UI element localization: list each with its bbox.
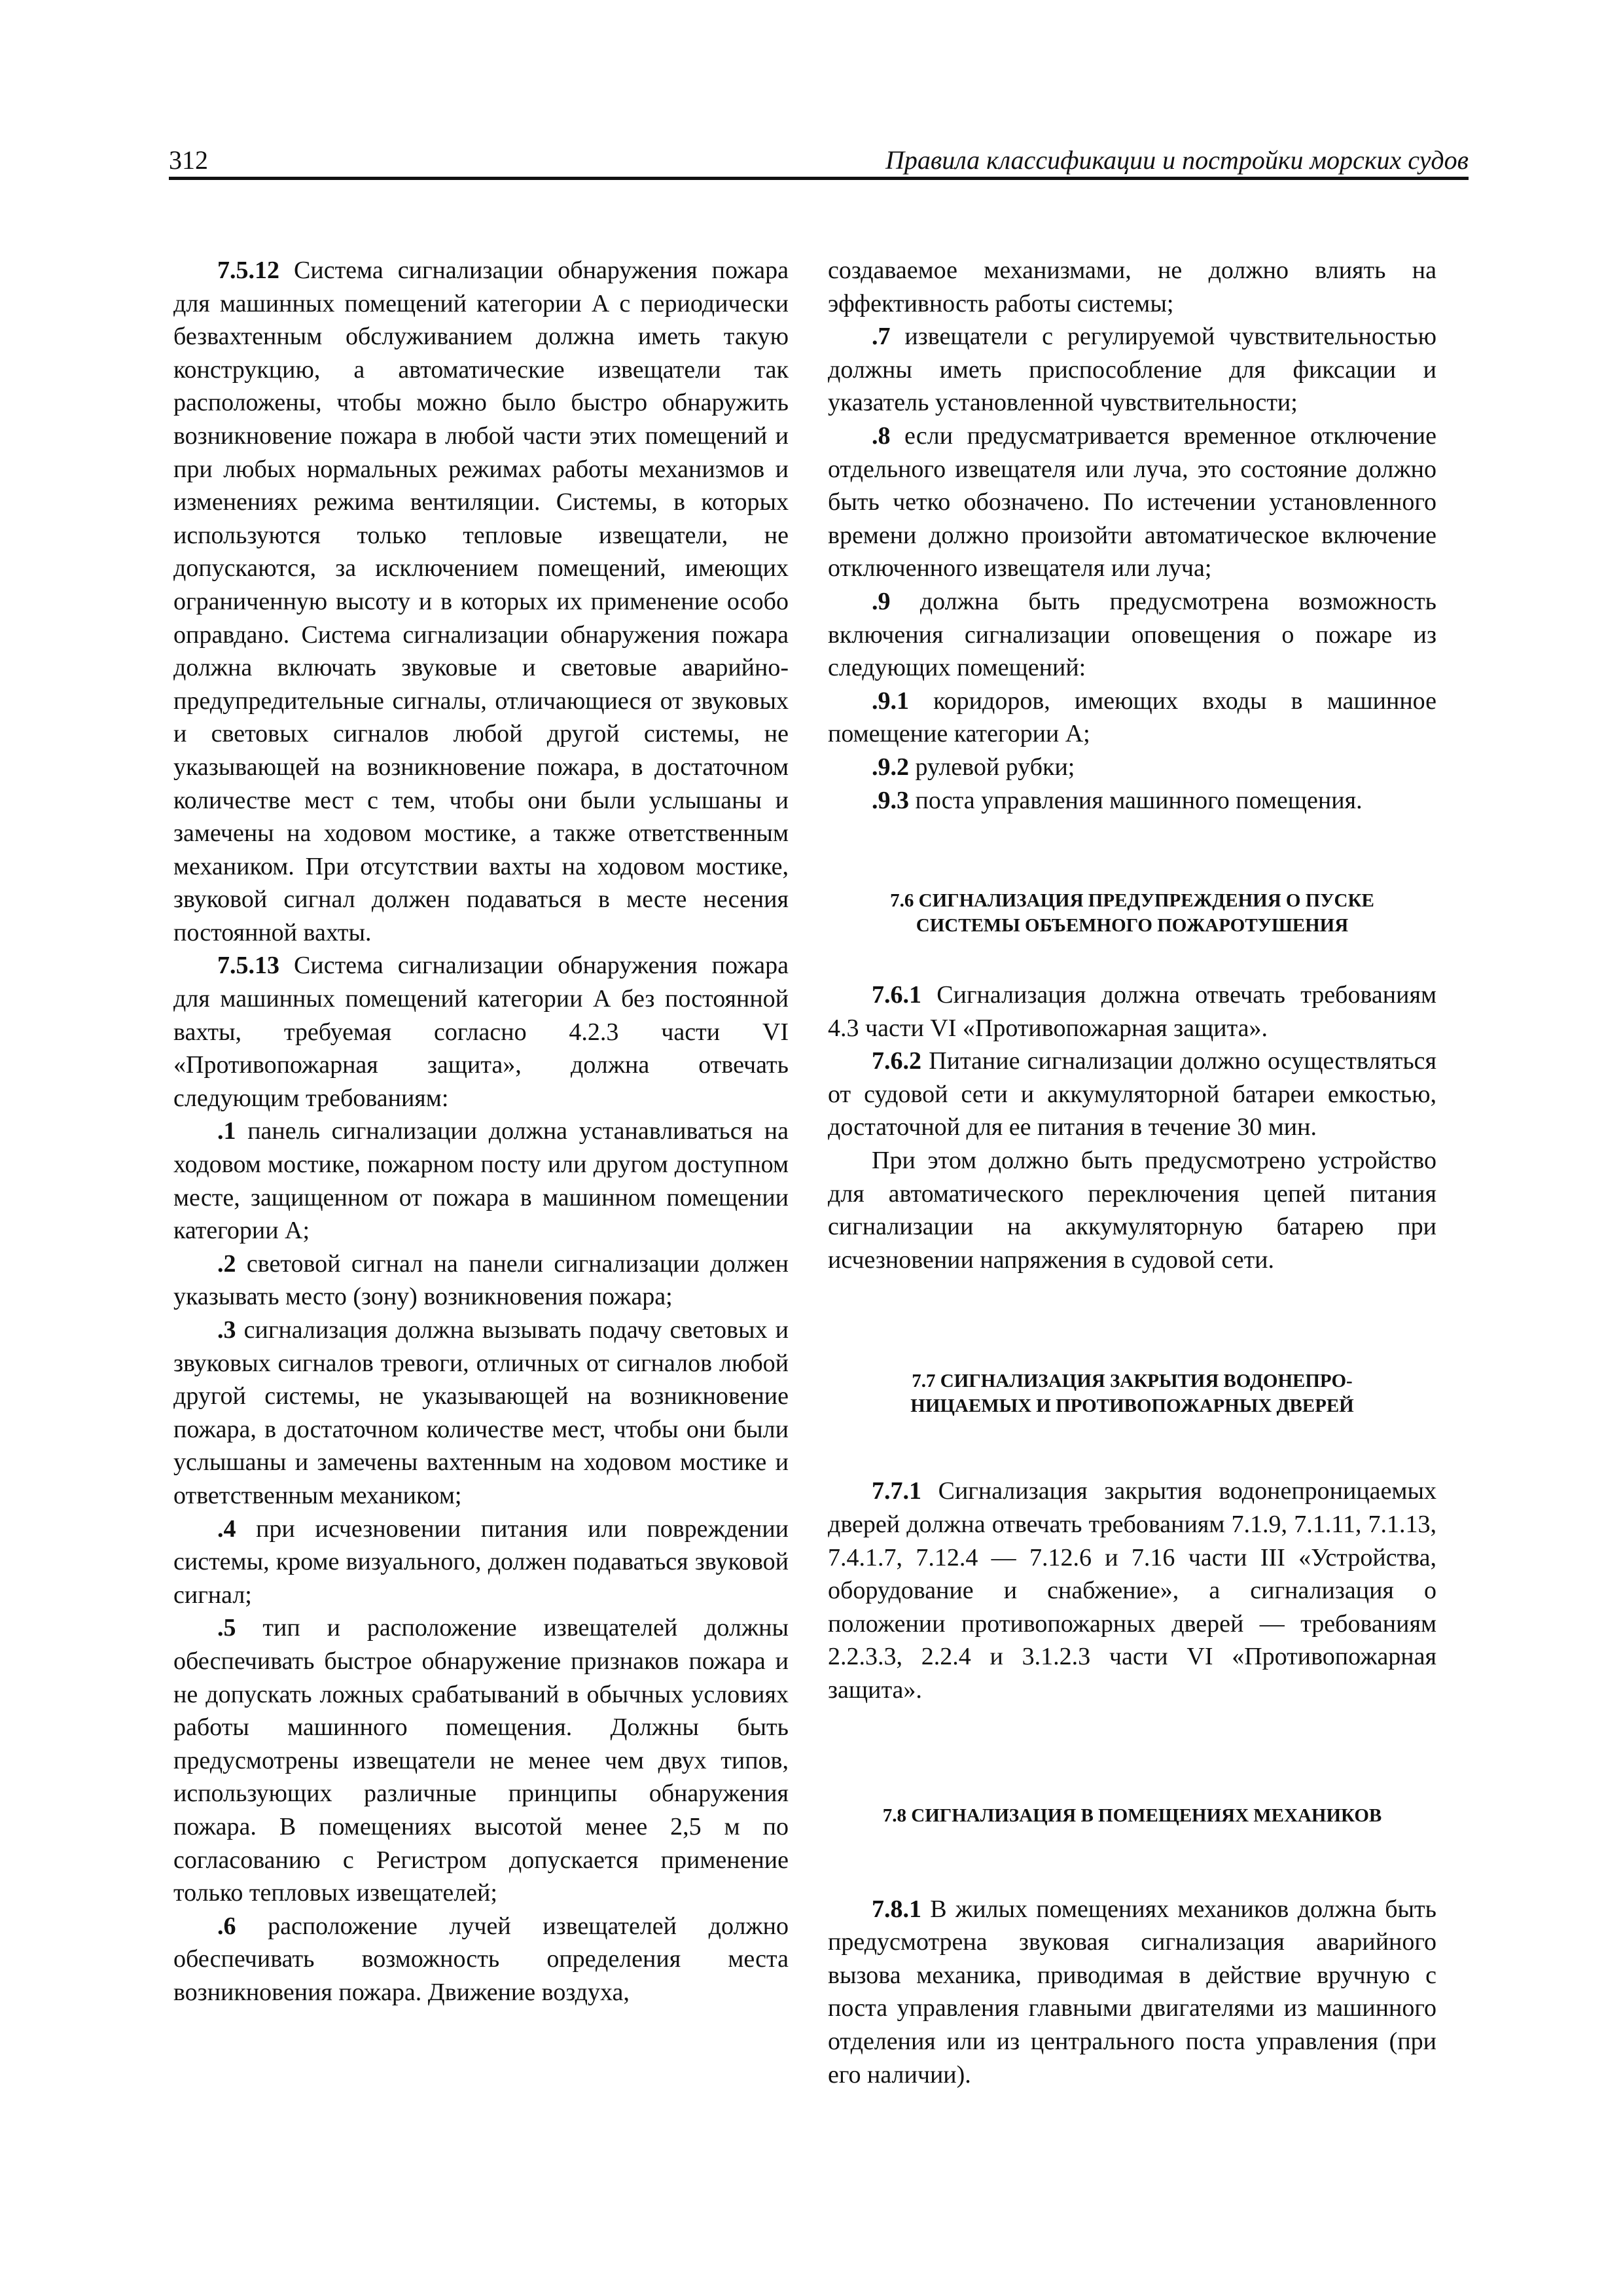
list-item xyxy=(173,1611,789,1909)
paragraph-7-5-12 xyxy=(173,254,789,949)
spacer xyxy=(828,817,1436,888)
section-title-line: СИСТЕМЫ ОБЪЕМНОГО ПОЖАРОТУШЕНИЯ xyxy=(916,915,1349,937)
paragraph-7-5-13 xyxy=(173,949,789,1115)
paragraph-7-6-2-continued: При этом должно быть предусмотрено устройство для автоматического переключения цепей питания сигнализации на аккумуляторную батарею при исчезновении напряжения в судовой сети. xyxy=(828,1147,1436,1274)
item-number: .9.2 xyxy=(872,753,909,781)
section-title-line: 7.6 СИГНАЛИЗАЦИЯ ПРЕДУПРЕЖДЕНИЯ О ПУСКЕ xyxy=(890,890,1374,912)
item-text: при исчезновении питания или повреждении системы, кроме визуального, должен подаваться звуковой сигнал; xyxy=(173,1515,789,1609)
item-text: извещатели с регулируемой чувствительностью должны иметь приспособление для фиксации и указатель установленной чувствительности; xyxy=(828,323,1436,417)
item-number: .5 xyxy=(217,1614,236,1642)
clause-number: 7.6.2 xyxy=(872,1047,921,1075)
item-text: сигнализация должна вызывать подачу световых и звуковых сигналов тревоги, отличных от сигналов любой другой системы, не указывающей на возникновение пожара, в достаточном количестве мест, чтобы они были услышаны и замечены вахтенным на ходовом мостике и ответственным механиком; xyxy=(173,1316,789,1509)
header-rule xyxy=(169,177,1469,180)
paragraph-7-7-1 xyxy=(828,1475,1436,1706)
clause-text: Питание сигнализации должно осуществляться от судовой сети и аккумуляторной батареи емкостью, достаточной для ее питания в течение 30 мин. xyxy=(828,1047,1436,1141)
item-text: рулевой рубки; xyxy=(909,753,1075,781)
section-title-7-7 xyxy=(828,1369,1436,1418)
list-item xyxy=(828,320,1436,420)
item-text: тип и расположение извещателей должны обеспечивать быстрое обнаружение признаков пожара и не допускать ложных срабатываний в обычных условиях работы машинного помещения. Должны быть предусмотрены извещатели не менее чем двух типов, использующих различные принципы обнаружения пожара. В помещениях высотой менее 2,5 м по согласованию с Регистром допускается применение только тепловых извещателей; xyxy=(173,1614,789,1907)
continued-text: создаваемое механизмами, не должно влиять на эффективность работы системы; xyxy=(828,257,1436,317)
spacer xyxy=(828,1276,1436,1369)
list-item xyxy=(173,1247,789,1314)
item-text: световой сигнал на панели сигнализации должен указывать место (зону) возникновения пожара; xyxy=(173,1249,789,1311)
running-header xyxy=(169,141,1469,180)
spacer xyxy=(828,1418,1436,1475)
list-item xyxy=(828,585,1436,685)
spacer xyxy=(828,938,1436,978)
list-item xyxy=(828,420,1436,585)
spacer xyxy=(828,1828,1436,1893)
item-number: .2 xyxy=(217,1249,236,1278)
clause-text: Система сигнализации обнаружения пожара для машинных помещений категории А без постоянной вахты, требуемая согласно 4.2.3 части VI «Противопожарная защита», должна отвечать следующим требованиям: xyxy=(173,952,789,1112)
item-number: .4 xyxy=(217,1515,236,1543)
item-number: .1 xyxy=(217,1117,236,1145)
item-number: .7 xyxy=(872,323,891,351)
paragraph-7-8-1 xyxy=(828,1893,1436,2092)
list-item xyxy=(173,1115,789,1247)
list-item xyxy=(173,1513,789,1612)
list-item xyxy=(828,784,1436,817)
clause-number: 7.8.1 xyxy=(872,1895,921,1923)
spacer xyxy=(828,1707,1436,1803)
section-title-line: НИЦАЕМЫХ И ПРОТИВОПОЖАРНЫХ ДВЕРЕЙ xyxy=(910,1395,1354,1417)
left-column xyxy=(173,254,789,2009)
clause-number: 7.7.1 xyxy=(872,1477,921,1505)
section-title-7-6 xyxy=(828,888,1436,938)
list-item xyxy=(828,685,1436,751)
right-column xyxy=(828,254,1436,2091)
item-text: должна быть предусмотрена возможность включения сигнализации оповещения о пожаре из следующих помещений: xyxy=(828,587,1436,682)
item-text: коридоров, имеющих входы в машинное помещение категории А; xyxy=(828,687,1436,748)
item-text: поста управления машинного помещения. xyxy=(909,786,1363,814)
paragraph-7-6-2 xyxy=(828,1045,1436,1144)
section-title-7-8: 7.8 СИГНАЛИЗАЦИЯ В ПОМЕЩЕНИЯХ МЕХАНИКОВ xyxy=(882,1804,1382,1826)
item-text: расположение лучей извещателей должно обеспечивать возможность определения места возникновения пожара. Движение воздуха, xyxy=(173,1912,789,2006)
item-number: .3 xyxy=(217,1316,236,1344)
clause-number: 7.5.13 xyxy=(217,952,279,980)
clause-number: 7.6.1 xyxy=(872,981,921,1009)
list-item xyxy=(828,751,1436,784)
item-number: .9.1 xyxy=(872,687,909,715)
clause-text: В жилых помещениях механиков должна быть предусмотрена звуковая сигнализация аварийного вызова механика, приводимая в действие вручную с поста управления главными двигателями из машинного отделения или из центрального поста управления (при его наличии). xyxy=(828,1895,1436,2089)
item-number: .9 xyxy=(872,587,891,615)
section-title-line: 7.7 СИГНАЛИЗАЦИЯ ЗАКРЫТИЯ ВОДОНЕПРО- xyxy=(912,1371,1353,1392)
list-item xyxy=(173,1910,789,2009)
clause-number: 7.5.12 xyxy=(217,257,279,284)
item-text: панель сигнализации должна устанавливаться на ходовом мостике, пожарном посту или другом доступном месте, защищенном от пожара в машинном помещении категории А; xyxy=(173,1117,789,1245)
clause-text: Система сигнализации обнаружения пожара для машинных помещений категории А с периодически безвахтенным обслуживанием должна иметь такую конструкцию, а автоматические извещатели так расположены, чтобы можно было быстро обнаружить возникновение пожара в любой части этих помещений и при любых нормальных режимах работы механизмов и изменениях режима вентиляции. Системы, в которых используются только тепловые извещатели, не допускаются, за исключением помещений, имеющих ограниченную высоту и в которых их применение особо оправдано. Система сигнализации обнаружения пожара должна включать звуковые и световые аварийно-предупредительные сигналы, отличающиеся от звуковых и световых сигналов любой другой системы, не указывающей на возникновение пожара, в достаточном количестве мест с тем, чтобы они были услышаны и замечены на ходовом мостике, а также ответственным механиком. При отсутствии вахты на ходовом мостике, звуковой сигнал должен подаваться в месте несения постоянной вахты. xyxy=(173,257,789,946)
item-text: если предусматривается временное отключение отдельного извещателя или луча, это состояние должно быть четко обозначено. По истечении установленного времени должно произойти автоматическое включение отключенного извещателя или луча; xyxy=(828,422,1436,583)
clause-text: Сигнализация закрытия водонепроницаемых дверей должна отвечать требованиям 7.1.9, 7.1.11, 7.1.13, 7.4.1.7, 7.12.4 — 7.12.6 и 7.16 части III «Устройства, оборудование и снабжение», а сигнализация о положении противопожарных дверей — требованиям 2.2.3.3, 2.2.4 и 3.1.2.3 части VI «Противопожарная защита». xyxy=(828,1477,1436,1704)
item-number: .8 xyxy=(872,422,891,450)
item-number: .6 xyxy=(217,1912,236,1940)
running-title: Правила классификации и постройки морских судов xyxy=(885,145,1469,175)
item-number: .9.3 xyxy=(872,786,909,814)
list-item xyxy=(173,1314,789,1513)
page-number: 312 xyxy=(169,145,208,175)
paragraph-7-6-1 xyxy=(828,978,1436,1045)
clause-text: Сигнализация должна отвечать требованиям 4.3 части VI «Противопожарная защита». xyxy=(828,981,1436,1042)
